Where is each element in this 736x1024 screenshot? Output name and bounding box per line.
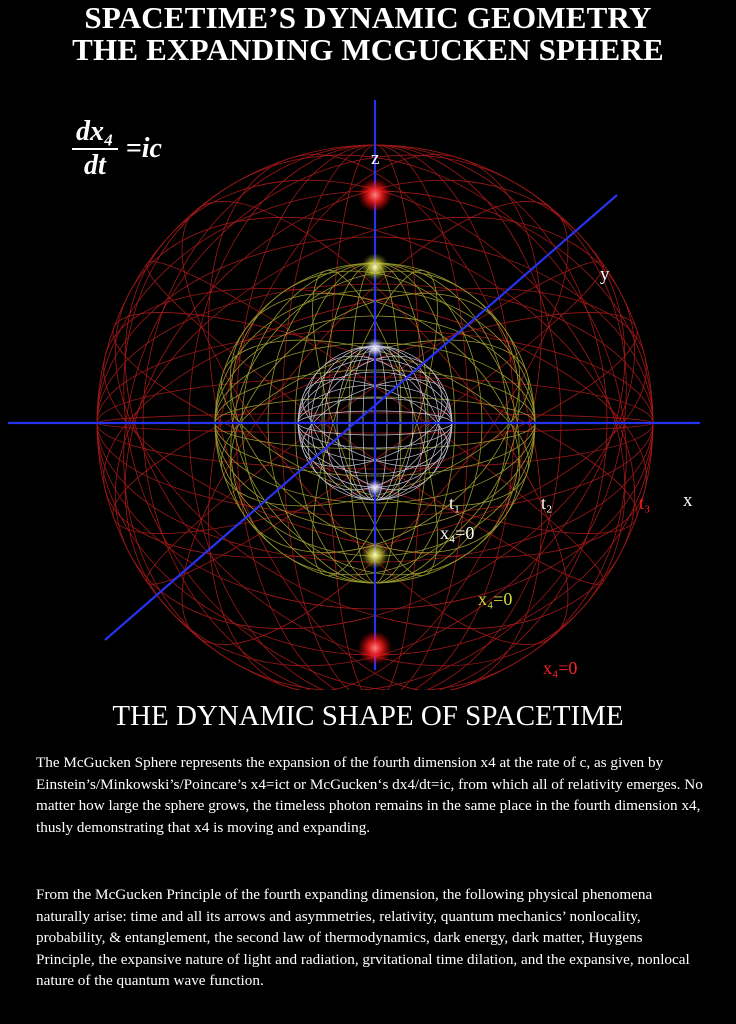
glow-middle-top <box>361 253 389 281</box>
marker-x4-inner: x₄=0 <box>440 523 475 543</box>
marker-t3: t₃ <box>639 493 651 513</box>
fraction-denominator: dt <box>83 150 106 181</box>
body-paragraph-2: From the McGucken Principle of the fourth expanding dimension, the following physical phenomena naturally arise: time and all its arrows and asymmetries, relativity, quantum mechanics’ nonlocality, probability, & entanglement, the second law of thermodynamics, dark energy, dark matter, Huygens Principle, the expansive nature of light and radiation, grvitational time dilation, and the expansive, nonlocal nature of the quantum wave function. <box>36 886 690 990</box>
mcgucken-sphere-figure <box>0 70 736 690</box>
fraction-numerator: dx₄ <box>76 116 114 147</box>
title-block <box>0 2 736 66</box>
body-paragraph-1: The McGucken Sphere represents the expansion of the fourth dimension x4 at the rate of c, as given by Einstein’s/Minkowski’s/Poincare’s x4=ict or McGucken‘s dx4/dt=ic, from which all of relativity emerges. No matter how large the sphere grows, the timeless photon remains in the same place in the fourth dimension x4, thusly demonstrating that x4 is moving and expanding. <box>36 754 703 836</box>
axis-label-y: y <box>600 264 610 285</box>
axis-label-x: x <box>683 490 693 511</box>
y-axis <box>105 195 617 640</box>
sphere-diagram-svg <box>0 70 736 690</box>
marker-t2: t₂ <box>541 493 553 513</box>
subtitle: THE DYNAMIC SHAPE OF SPACETIME <box>112 700 624 732</box>
glow-inner-top <box>365 338 385 358</box>
marker-x4-middle: x₄=0 <box>478 589 513 609</box>
glow-outer-bottom <box>358 631 392 665</box>
glow-middle-bottom <box>361 541 389 569</box>
glow-outer-top <box>358 178 392 212</box>
glow-inner-bottom <box>366 479 384 497</box>
title-line-1: SPACETIME’S DYNAMIC GEOMETRY <box>84 0 652 35</box>
marker-t1: t₁ <box>449 493 461 513</box>
axis-label-z: z <box>371 148 380 169</box>
title-line-2: THE EXPANDING MCGUCKEN SPHERE <box>72 31 664 67</box>
equation-right-side: =ic <box>125 133 162 164</box>
marker-x4-outer: x₄=0 <box>543 658 578 678</box>
